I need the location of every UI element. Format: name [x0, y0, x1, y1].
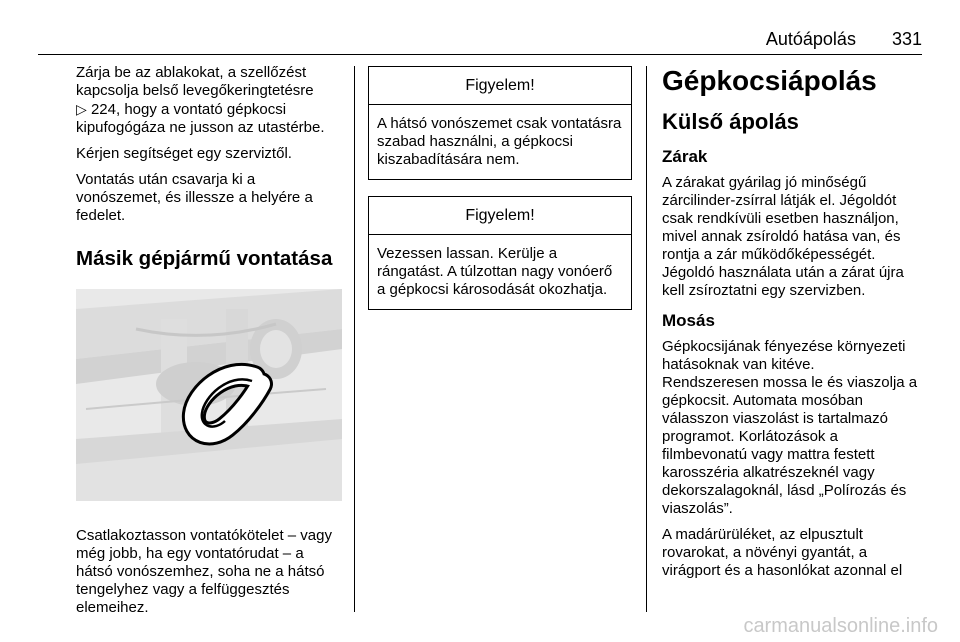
warning-text: Vezessen lassan. Kerülje a rángatást. A túlzottan nagy vonóerő a gépkocsi károsodását okozhatja. — [377, 245, 613, 298]
warning-title: Figyelem! — [369, 67, 631, 105]
column-right — [662, 64, 924, 590]
warning-box — [368, 66, 632, 180]
heading-vehicle-care: Gépkocsiápolás — [662, 65, 877, 96]
paragraph-close-windows: Zárja be az ablakokat, a szellőzést kapcsolja belső levegőkeringtetésre ▷ 224, hogy a vontató gépkocsi kipufogógáza ne jusson az utastérbe. — [76, 64, 325, 136]
heading-towing-other-vehicle: Másik gépjármű vontatása — [76, 247, 333, 270]
warning-title: Figyelem! — [369, 197, 631, 235]
paragraph-bird-droppings: A madárürüléket, az elpusztult rovarokat, a növényi gyantát, a virágport és a hasonlókat azonnal el — [662, 526, 903, 579]
paragraph-service-help: Kérjen segítséget egy szerviztől. — [76, 145, 292, 162]
heading-exterior-care: Külső ápolás — [662, 109, 799, 134]
page-number: 331 — [891, 28, 922, 49]
column-divider-left — [354, 66, 355, 612]
column-middle — [368, 66, 632, 326]
column-divider-right — [646, 66, 647, 612]
warning-text: A hátsó vonószemet csak vontatásra szabad használni, a gépkocsi kiszabadítására nem. — [377, 115, 622, 168]
heading-locks: Zárak — [662, 147, 708, 166]
column-left — [76, 64, 342, 625]
paragraph-washing: Gépkocsijának fényezése környezeti hatásoknak van kitéve. Rendszeresen mossa le és viaszolja a gépkocsit. Automata mosóban válasszon viaszolást is tartalmazó programot. Korlátozások a filmbevonatú vagy mattra festett karosszéria alkatrészeknél vagy dekorszalagoknál, lásd „Polírozás és viaszolás”. — [662, 338, 918, 517]
heading-washing: Mosás — [662, 311, 715, 330]
paragraph-locks: A zárakat gyárilag jó minőségű zárcilinder-zsírral látják el. Jégoldót csak rendkívüli esetben használjon, mivel annak zsíroldó hatása van, és rontja a zár működőképességét. Jégoldó használata után a zárat újra kell zsíroztatni egy szervizben. — [662, 174, 904, 299]
page-header — [38, 24, 922, 55]
warning-box — [368, 196, 632, 310]
paragraph-after-towing: Vontatás után csavarja ki a vonószemet, és illessze a helyére a fedelet. — [76, 171, 313, 224]
watermark-text: carmanualsonline.info — [743, 615, 938, 637]
towing-eye-illustration — [76, 289, 342, 501]
arrow-right-icon[interactable]: ▷ — [76, 101, 87, 117]
paragraph-connect-tow-rope: Csatlakoztasson vontatókötelet – vagy még jobb, ha egy vontatórudat – a hátsó vonószemhez, soha ne a hátsó tengelyhez vagy a felfüggesztés elemeihez. — [76, 527, 332, 616]
section-title: Autóápolás — [765, 28, 856, 49]
